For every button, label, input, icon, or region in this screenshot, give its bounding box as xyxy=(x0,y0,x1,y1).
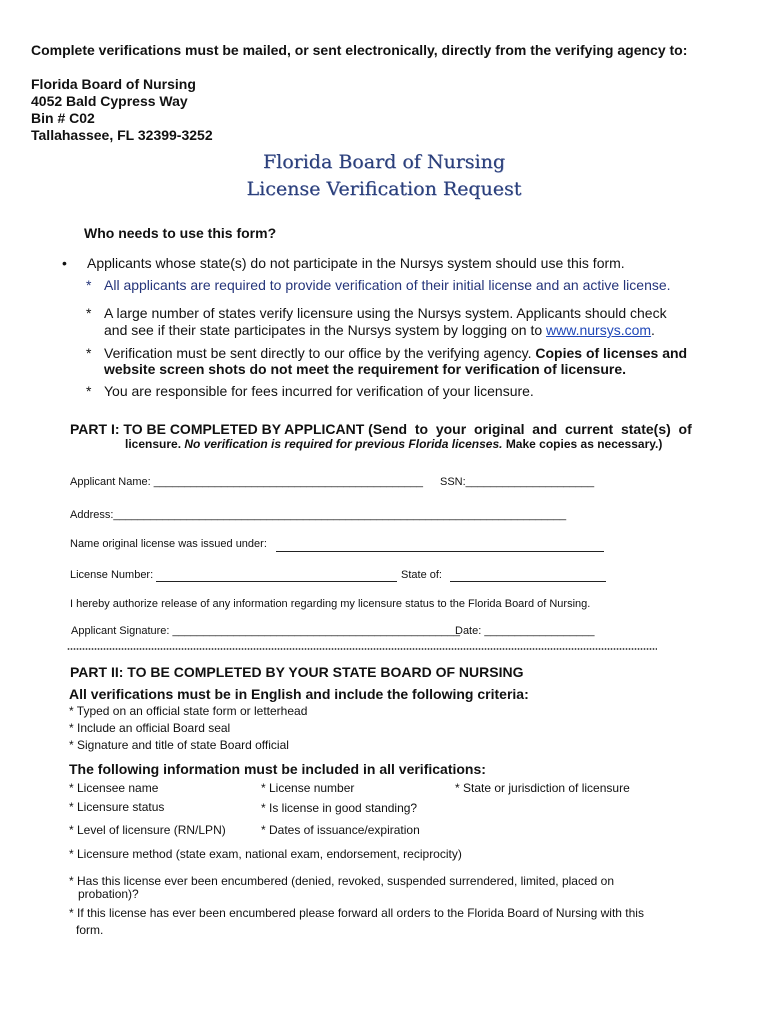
part1-subline: licensure. No verification is required for previous Florida licenses. Make copies as necessary.) xyxy=(125,437,663,451)
who-item-2a: A large number of states verify licensure using the Nursys system. Applicants should check xyxy=(104,305,667,321)
asterisk-icon: * xyxy=(86,345,92,361)
criteria-item-3: * Signature and title of state Board official xyxy=(69,738,289,752)
who-item-1: All applicants are required to provide verification of their initial license and an active license. xyxy=(104,277,671,293)
asterisk-icon: * xyxy=(86,277,92,293)
info-license-number: * License number xyxy=(261,781,355,795)
original-name-input[interactable] xyxy=(276,551,604,552)
state-of-input[interactable] xyxy=(450,581,606,582)
info-forward-1: * If this license has ever been encumbered please forward all orders to the Florida Board of Nursing with this xyxy=(69,906,644,920)
info-level: * Level of licensure (RN/LPN) xyxy=(69,823,226,837)
info-state: * State or jurisdiction of licensure xyxy=(455,781,630,795)
address-field[interactable]: Address:__________________________________________________________________________ xyxy=(70,509,567,521)
who-item-2b: and see if their state participates in the Nursys system by logging on to www.nursys.com. xyxy=(104,322,655,338)
mailing-instruction: Complete verifications must be mailed, or sent electronically, directly from the verifying agency to: xyxy=(31,42,688,58)
asterisk-divider xyxy=(67,647,657,651)
info-method: * Licensure method (state exam, national exam, endorsement, reciprocity) xyxy=(69,847,462,861)
who-bullet-text: Applicants whose state(s) do not participate in the Nursys system should use this form. xyxy=(87,255,625,271)
criteria-item-1: * Typed on an official state form or letterhead xyxy=(69,704,308,718)
info-status: * Licensure status xyxy=(69,800,165,814)
address-line-1: Florida Board of Nursing xyxy=(31,76,196,92)
address-line-3: Bin # C02 xyxy=(31,110,95,126)
form-title-line-1: Florida Board of Nursing xyxy=(262,151,506,173)
who-item-4: You are responsible for fees incurred for verification of your licensure. xyxy=(104,383,534,399)
date-field[interactable]: Date: __________________ xyxy=(455,625,595,637)
signature-field[interactable]: Applicant Signature: _______________________________________________ xyxy=(71,625,461,637)
nursys-link[interactable]: www.nursys.com xyxy=(546,322,652,338)
who-item-3a: Verification must be sent directly to our office by the verifying agency. Copies of licenses and xyxy=(104,345,688,361)
bullet-icon: • xyxy=(62,255,67,271)
form-title-line-2: License Verification Request xyxy=(246,178,522,200)
info-good-standing: * Is license in good standing? xyxy=(261,801,418,815)
part2-heading: PART II: TO BE COMPLETED BY YOUR STATE BOARD OF NURSING xyxy=(70,664,524,680)
who-item-3b: website screen shots do not meet the requirement for verification of licensure. xyxy=(104,361,627,377)
authorization-statement: I hereby authorize release of any information regarding my licensure status to the Florida Board of Nursing. xyxy=(70,598,591,610)
who-heading: Who needs to use this form? xyxy=(84,225,277,241)
info-dates: * Dates of issuance/expiration xyxy=(261,823,420,837)
asterisk-icon: * xyxy=(86,383,92,399)
info-encumbered-2: probation)? xyxy=(78,887,139,901)
license-number-label: License Number: xyxy=(70,569,154,581)
address-line-2: 4052 Bald Cypress Way xyxy=(31,93,188,109)
license-number-input[interactable] xyxy=(156,581,397,582)
part2-subheading: All verifications must be in English and include the following criteria: xyxy=(69,686,529,702)
asterisk-icon: * xyxy=(86,305,92,321)
info-heading: The following information must be included in all verifications: xyxy=(69,761,486,777)
criteria-item-2: * Include an official Board seal xyxy=(69,721,231,735)
applicant-name-field[interactable]: Applicant Name: ____________________________________________ xyxy=(70,476,423,488)
info-encumbered-1: * Has this license ever been encumbered (denied, revoked, suspended surrendered, limited, placed on xyxy=(69,874,614,888)
original-name-label: Name original license was issued under: xyxy=(70,538,267,550)
info-licensee-name: * Licensee name xyxy=(69,781,159,795)
ssn-field[interactable]: SSN:_____________________ xyxy=(440,476,595,488)
info-forward-2: form. xyxy=(76,923,104,937)
address-line-4: Tallahassee, FL 32399-3252 xyxy=(31,127,213,143)
state-of-label: State of: xyxy=(401,569,442,581)
part1-heading: PART I: TO BE COMPLETED BY APPLICANT (Send to your original and current state(s) of xyxy=(70,421,692,437)
